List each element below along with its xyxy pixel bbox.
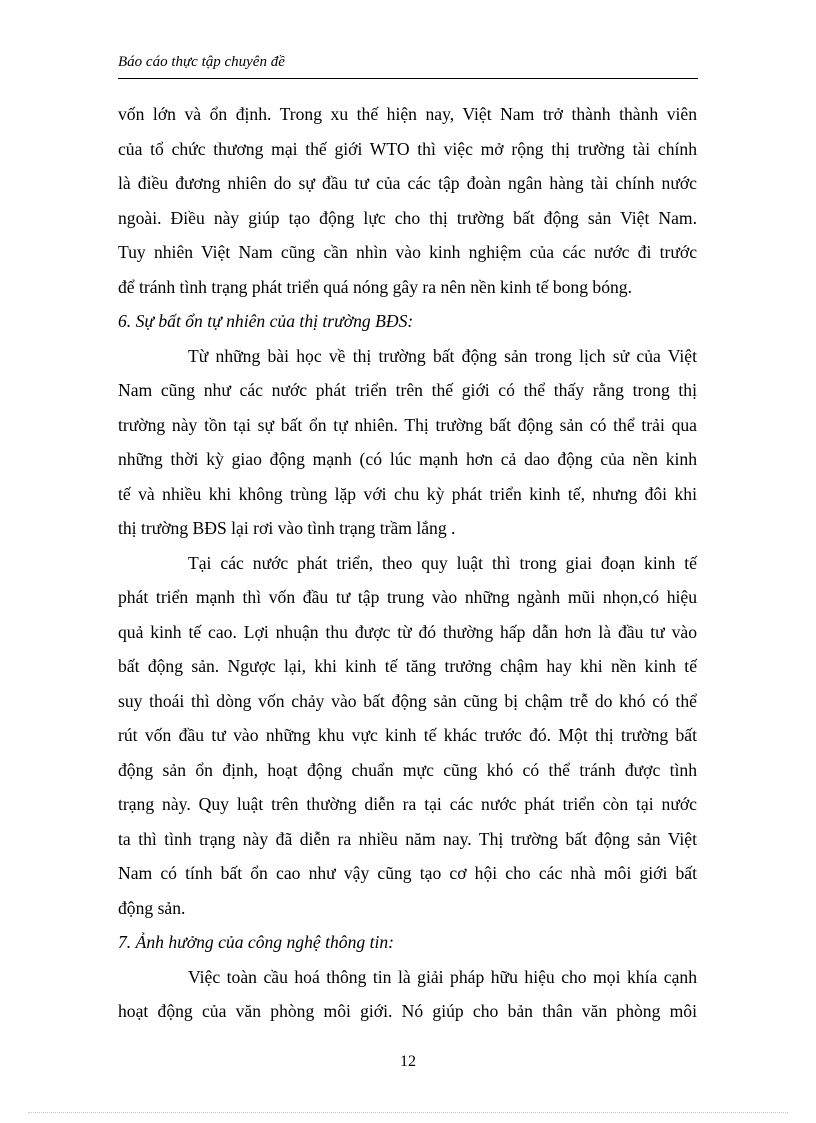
text-line: rút vốn đầu tư vào những khu vực kinh tế khác trước đó. Một thị trường bất <box>118 725 697 745</box>
text-line: là điều đương nhiên do sự đầu tư của các tập đoàn ngân hàng tài chính nước <box>118 173 697 193</box>
body-text <box>118 101 697 1033</box>
text-line: những thời kỳ giao động mạnh (có lúc mạnh hơn cả dao động của nền kinh <box>118 449 697 469</box>
text-line: Việc toàn cầu hoá thông tin là giải pháp hữu hiệu cho mọi khía cạnh <box>188 966 697 987</box>
text-line: động sản ổn định, hoạt động chuẩn mực cũng khó có thể tránh được tình <box>118 759 697 780</box>
section-heading-6: 6. Sự bất ổn tự nhiên của thị trường BĐS: <box>118 311 414 331</box>
text-line: Nam có tính bất ổn cao như vậy cũng tạo cơ hội cho các nhà môi giới bất <box>118 863 697 883</box>
text-line: ta thì tình trạng này đã diễn ra nhiều năm nay. Thị trường bất động sản Việt <box>118 828 697 849</box>
text-line: trạng này. Quy luật trên thường diễn ra tại các nước phát triển còn tại nước <box>118 794 697 814</box>
page-header <box>118 52 698 79</box>
text-line: Từ những bài học về thị trường bất động sản trong lịch sử của Việt <box>188 345 697 366</box>
section-heading-7: 7. Ảnh hưởng của công nghệ thông tin: <box>118 932 395 952</box>
footer-divider <box>28 1112 788 1113</box>
header-title: Báo cáo thực tập chuyên đề <box>118 54 285 70</box>
text-line: phát triển mạnh thì vốn đầu tư tập trung vào những ngành mũi nhọn,có hiệu <box>118 587 697 607</box>
text-line: ngoài. Điều này giúp tạo động lực cho thị trường bất động sản Việt Nam. <box>118 207 697 228</box>
page-number: 12 <box>400 1053 416 1070</box>
text-line: Tại các nước phát triển, theo quy luật thì trong giai đoạn kinh tế <box>188 552 697 573</box>
text-line: thị trường BĐS lại rơi vào tình trạng trầm lắng . <box>118 518 456 538</box>
text-line: tế và nhiều khi không trùng lặp với chu kỳ phát triển kinh tế, nhưng đôi khi <box>118 483 697 504</box>
text-line: bất động sản. Ngược lại, khi kinh tế tăng trưởng chậm hay khi nền kinh tế <box>118 656 697 676</box>
text-line: quả kinh tế cao. Lợi nhuận thu được từ đó thường hấp dẫn hơn là đầu tư vào <box>118 621 697 642</box>
text-line: suy thoái thì dòng vốn chảy vào bất động sản cũng bị chậm trễ do khó có thể <box>118 690 697 711</box>
text-line: vốn lớn và ổn định. Trong xu thế hiện nay, Việt Nam trở thành thành viên <box>118 104 697 124</box>
text-line: trường này tồn tại sự bất ổn tự nhiên. Thị trường bất động sản có thể trải qua <box>118 414 697 435</box>
text-line: động sản. <box>118 897 186 918</box>
text-line: của tổ chức thương mại thế giới WTO thì việc mở rộng thị trường tài chính <box>118 138 697 159</box>
text-line: hoạt động của văn phòng môi giới. Nó giúp cho bản thân văn phòng môi <box>118 1001 697 1021</box>
text-line: Nam cũng như các nước phát triển trên thế giới có thể thấy rằng trong thị <box>118 380 697 400</box>
text-line: Tuy nhiên Việt Nam cũng cần nhìn vào kinh nghiệm của các nước đi trước <box>118 242 697 262</box>
text-line: để tránh tình trạng phát triển quá nóng gây ra nên nền kinh tế bong bóng. <box>118 276 632 297</box>
